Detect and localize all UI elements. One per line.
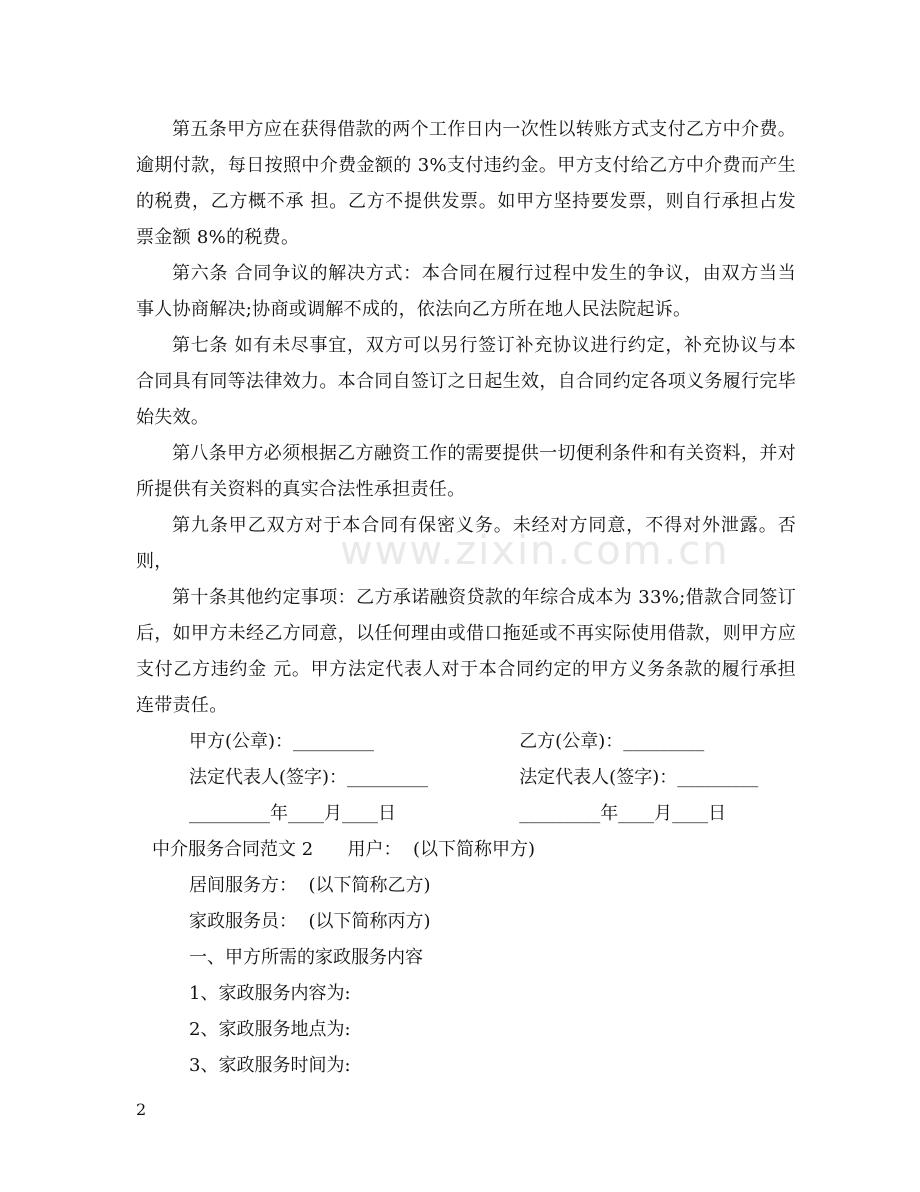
signature-seal-row bbox=[136, 724, 796, 760]
clause-9: 第九条甲乙双方对于本合同有保密义务。未经对方同意，不得对外泄露。否则， bbox=[136, 515, 796, 572]
clause-6: 第六条 合同争议的解决方式：本合同在履行过程中发生的争议，由双方当当事人协商解决;协商或调解不成的，依法向乙方所在地人民法院起诉。 bbox=[136, 263, 796, 320]
section2-line: 2、家政服务地点为: bbox=[189, 1019, 351, 1040]
party-b-seal: 乙方(公章)：_________ bbox=[519, 731, 705, 752]
clause-5: 第五条甲方应在获得借款的两个工作日内一次性以转账方式支付乙方中介费。逾期付款，每日按照中介费金额的 3%支付违约金。甲方支付给乙方中介费而产生的税费，乙方概不承 担。乙方不提供发票。如甲方坚持要发票，则自行承担占发票金额 8%的税费。 bbox=[136, 119, 796, 248]
document-body bbox=[136, 112, 796, 1084]
clause-7: 第七条 如有未尽事宜，双方可以另行签订补充协议进行约定，补充协议与本合同具有同等法律效力。本合同自签订之日起生效，自合同约定各项义务履行完毕始失效。 bbox=[136, 335, 796, 428]
section2-line: 1、家政服务内容为: bbox=[189, 983, 351, 1004]
party-b-date: _________年____月____日 bbox=[519, 803, 727, 824]
party-a-date: _________年____月____日 bbox=[189, 803, 396, 824]
section2-line: 一、甲方所需的家政服务内容 bbox=[189, 947, 423, 968]
party-a-seal: 甲方(公章)：_________ bbox=[189, 731, 375, 752]
signature-rep-row bbox=[136, 760, 796, 796]
section2-heading: 中介服务合同范文 2 用户： (以下简称甲方) bbox=[152, 839, 535, 860]
party-b-representative: 法定代表人(签字)：_________ bbox=[519, 767, 759, 788]
watermark: www.zixin.com.cn bbox=[340, 528, 730, 574]
clause-10: 第十条其他约定事项：乙方承诺融资贷款的年综合成本为 33%;借款合同签订后，如甲方未经乙方同意，以任何理由或借口拖延或不再实际使用借款，则甲方应支付乙方违约金 元。甲方法定代表人对于本合同约定的甲方义务条款的履行承担连带责任。 bbox=[136, 587, 796, 716]
section2-line: 3、家政服务时间为: bbox=[189, 1055, 351, 1076]
page-number: 2 bbox=[136, 1100, 147, 1119]
section2-line: 居间服务方： (以下简称乙方) bbox=[189, 875, 431, 896]
clause-8: 第八条甲方必须根据乙方融资工作的需要提供一切便利条件和有关资料，并对所提供有关资料的真实合法性承担责任。 bbox=[136, 443, 796, 500]
section2-line: 家政服务员： (以下简称丙方) bbox=[189, 911, 431, 932]
signature-date-row bbox=[136, 796, 796, 832]
party-a-representative: 法定代表人(签字)：_________ bbox=[189, 767, 429, 788]
